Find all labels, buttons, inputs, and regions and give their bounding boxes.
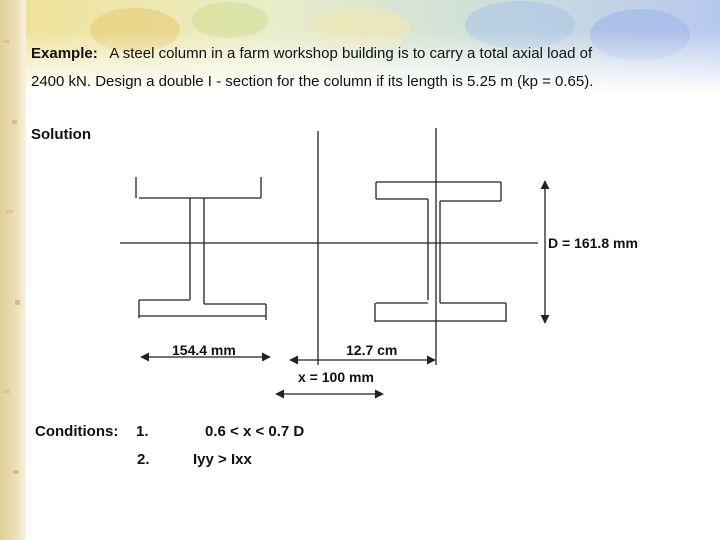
right-i-section bbox=[375, 182, 506, 322]
depth-label: D = 161.8 mm bbox=[548, 235, 638, 251]
solution-heading: Solution bbox=[31, 126, 91, 143]
conditions-heading: Conditions: bbox=[35, 423, 119, 440]
condition-2-number: 2. bbox=[137, 451, 150, 468]
intro-label: Example: bbox=[31, 45, 98, 62]
spacing-label: x = 100 mm bbox=[298, 369, 374, 385]
condition-2-text: Iyy > Ixx bbox=[193, 451, 252, 468]
flange-width-label: 154.4 mm bbox=[172, 342, 236, 358]
left-i-section bbox=[136, 177, 266, 320]
intro-text-1: A steel column in a farm workshop building is to carry a total axial load of bbox=[109, 45, 593, 62]
web-thickness-label: 12.7 cm bbox=[346, 342, 398, 358]
intro-line-2: 2400 kN. Design a double I - section for the column if its length is 5.25 m (kp = 0.65). bbox=[31, 73, 594, 90]
condition-1-text: 0.6 < x < 0.7 D bbox=[205, 423, 305, 440]
condition-1-number: 1. bbox=[136, 423, 149, 440]
